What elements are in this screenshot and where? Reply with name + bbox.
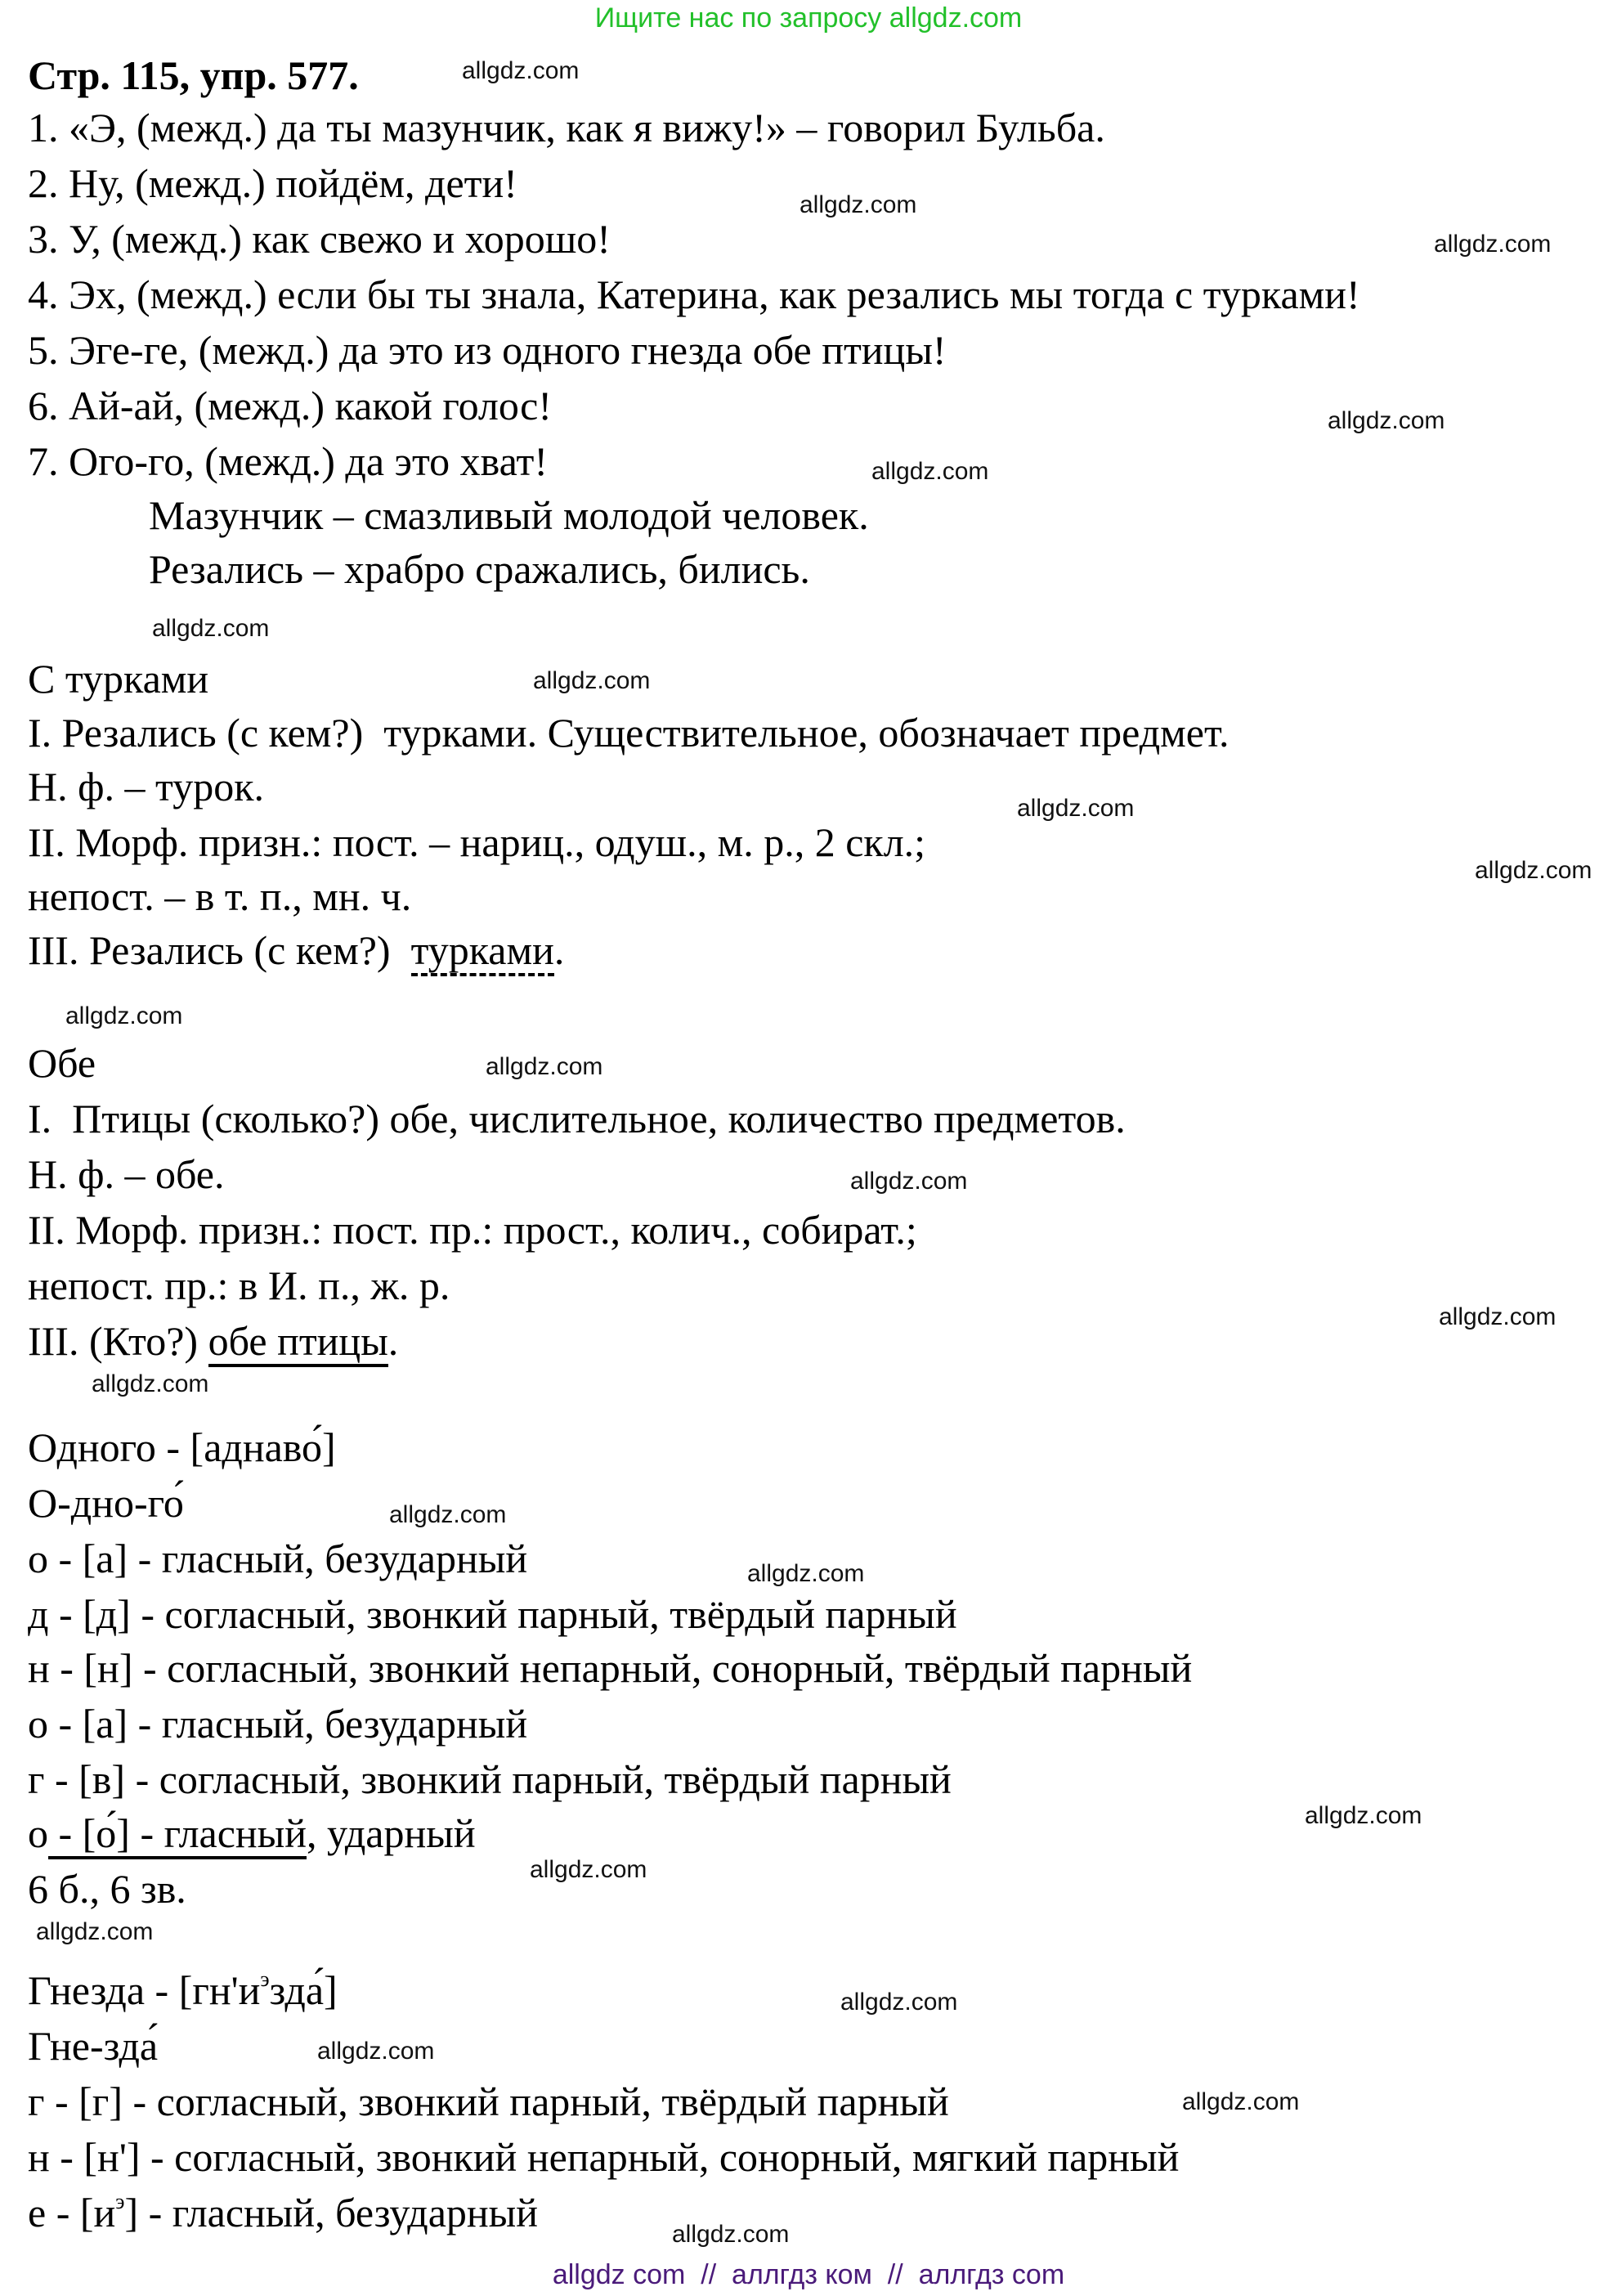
role-prefix: III. Резались (с кем?) [28,927,411,973]
watermark: allgdz.com [1434,231,1552,258]
parse-turkami-line-2: Н. ф. – турок. [28,764,264,809]
sentence-7: 7. Ого-го, (межд.) да это хват! [28,438,549,484]
watermark: allgdz.com [389,1501,507,1528]
letter-suffix: , ударный [307,1810,476,1856]
bottom-banner: allgdz com // аллгдз ком // аллгдз com [552,2259,1065,2290]
parse-obe-line-3: II. Морф. призн.: пост. пр.: прост., колич., собират.; [28,1207,917,1253]
watermark: allgdz.com [1182,2088,1300,2115]
gnezda-letter-2: н - [н'] - согласный, звонкий непарный, сонорный, мягкий парный [28,2134,1180,2180]
letter-prefix: о [28,1810,48,1856]
transcription-suffix: зда́] [269,1967,338,2013]
watermark: allgdz.com [1475,857,1592,884]
watermark: allgdz.com [462,57,580,84]
odnogo-letter-1: о - [а] - гласный, безударный [28,1536,528,1581]
sentence-5: 5. Эге-ге, (межд.) да это из одного гнезда обе птицы! [28,327,947,373]
watermark: allgdz.com [530,1856,647,1883]
odnogo-summary: 6 б., 6 зв. [28,1866,186,1912]
parse-turkami-line-1: I. Резались (с кем?) турками. Существительное, обозначает предмет. [28,710,1230,756]
watermark: allgdz.com [1328,407,1445,434]
odnogo-letter-5: г - [в] - согласный, звонкий парный, твёрдый парный [28,1756,952,1802]
letter-underlined: - [о́] - гласный [48,1810,307,1859]
parse-turkami-line-4: непост. – в т. п., мн. ч. [28,873,412,919]
section-heading-obe: Обе [28,1040,96,1086]
watermark: allgdz.com [850,1168,968,1195]
watermark: allgdz.com [840,1989,958,2016]
watermark: allgdz.com [1439,1303,1557,1330]
parse-obe-role [28,1316,398,1365]
page-title: Стр. 115, упр. 577. [28,52,359,98]
letter-superscript: э [115,2190,125,2213]
watermark: allgdz.com [533,667,651,694]
watermark: allgdz.com [92,1370,209,1397]
parse-obe-line-1: I. Птицы (сколько?) обе, числительное, количество предметов. [28,1096,1126,1141]
letter-prefix: е - [и [28,2190,116,2235]
parse-obe-line-4: непост. пр.: в И. п., ж. р. [28,1262,450,1308]
watermark: allgdz.com [672,2221,790,2248]
gnezda-syllables: Гне-зда́ [28,2023,159,2069]
watermark: allgdz.com [317,2038,435,2065]
top-banner: Ищите нас по запросу allgdz.com [594,2,1023,34]
transcription-superscript: э [260,1967,270,1991]
letter-suffix: ] - гласный, безударный [124,2190,539,2235]
odnogo-letter-4: о - [а] - гласный, безударный [28,1701,528,1747]
odnogo-letter-2: д - [д] - согласный, звонкий парный, твёрдый парный [28,1591,957,1637]
parse-obe-line-2: Н. ф. – обе. [28,1151,225,1197]
sentence-2: 2. Ну, (межд.) пойдём, дети! [28,160,517,206]
gnezda-letter-3 [28,2188,538,2237]
odnogo-letter-3: н - [н] - согласный, звонкий непарный, сонорный, твёрдый парный [28,1645,1193,1691]
watermark: allgdz.com [65,1002,183,1029]
watermark: allgdz.com [747,1560,865,1587]
role-prefix: III. (Кто?) [28,1318,208,1364]
watermark: allgdz.com [871,458,989,485]
watermark: allgdz.com [1017,795,1135,822]
sentence-3: 3. У, (межд.) как свежо и хорошо! [28,216,611,262]
role-suffix: . [387,1318,399,1364]
odnogo-letter-6 [28,1809,476,1858]
parse-turkami-role [28,926,564,975]
watermark: allgdz.com [1305,1802,1422,1829]
role-suffix: . [553,927,565,973]
gnezda-letter-1: г - [г] - согласный, звонкий парный, твёрдый парный [28,2079,949,2124]
definition-mazunchik: Мазунчик – смазливый молодой человек. [149,492,869,538]
watermark: allgdz.com [36,1918,154,1945]
role-word-underlined: турками [411,927,554,976]
sentence-1: 1. «Э, (межд.) да ты мазунчик, как я вижу!» – говорил Бульба. [28,105,1105,150]
transcription-prefix: Гнезда - [гн'и [28,1967,261,2013]
watermark: allgdz.com [152,615,270,642]
role-word-underlined: обе птицы [208,1318,388,1367]
section-heading-turkami: С турками [28,656,209,702]
odnogo-syllables: О-дно-го́ [28,1480,184,1526]
watermark: allgdz.com [486,1053,603,1080]
odnogo-transcription: Одного - [аднаво́] [28,1424,336,1470]
gnezda-transcription [28,1966,338,2015]
parse-turkami-line-3: II. Морф. призн.: пост. – нариц., одуш., м. р., 2 скл.; [28,819,926,865]
watermark: allgdz.com [800,191,917,218]
sentence-6: 6. Ай-ай, (межд.) какой голос! [28,383,552,428]
sentence-4: 4. Эх, (межд.) если бы ты знала, Катерина, как резались мы тогда с турками! [28,271,1360,317]
definition-rezalis: Резались – храбро сражались, бились. [149,546,810,592]
